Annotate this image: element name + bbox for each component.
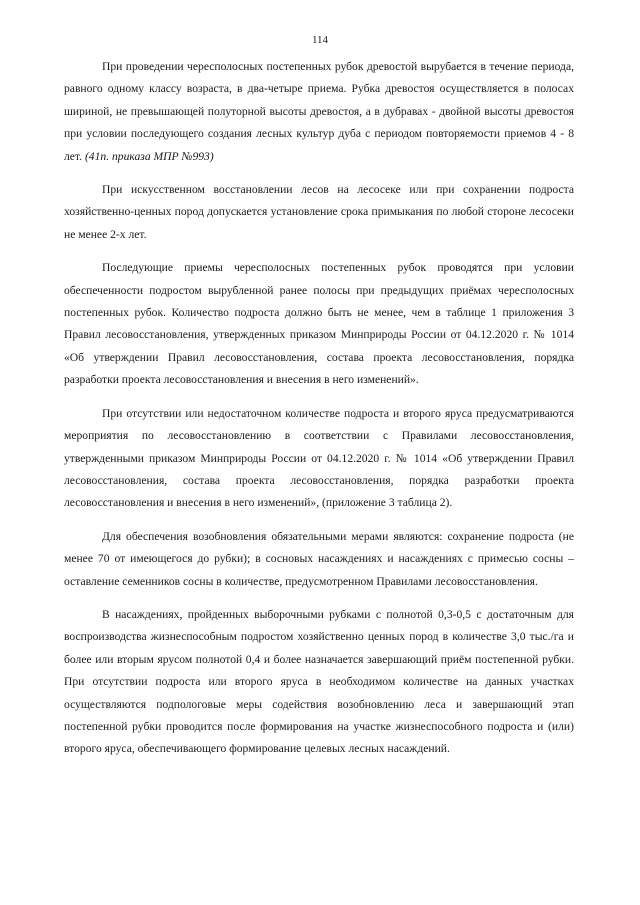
legal-reference: (41п. приказа МПР №993)	[84, 149, 214, 163]
paragraph-text: При проведении чересполосных постепенных рубок древостой вырубается в течение периода, равного одному классу возраста, в два-четыре приема. Рубка древостоя осуществляется в полосах шириной, не превышающей полуторной высоты древостоя, а в дубравах - двойной высоты древостоя при условии последующего создания лесных культур дуба с периодом повторяемости приемов 4 - 8 лет.	[64, 60, 574, 163]
page-number: 114	[311, 34, 329, 46]
paragraph-selective-felling: В насаждениях, пройденных выборочными рубками с полнотой 0,3-0,5 с достаточным для воспроизводства жизнеспособным подростом хозяйственно ценных пород в количестве 3,0 тыс./га и более или вторым ярусом полнотой 0,4 и более назначается завершающий приём постепенной рубки. При отсутствии подроста или второго яруса в необходимом количестве на данных участках осуществляются подпологовые меры содействия возобновлению леса и завершающий этап постепенной рубки проводится после формирования на участке жизнеспособного подроста и (или) второго яруса, обеспечивающего формирование целевых лесных насаждений.	[64, 607, 574, 756]
paragraph-reforestation-measures: При отсутствии или недостаточном количестве подроста и второго яруса предусматриваются мероприятия по лесовосстановлению в соответствии с Правилами лесовосстановления, утвержденными приказом Минприроды России от 04.12.2020 г. № 1014 «Об утверждении Правил лесовосстановления, состава проекта лесовосстановления, порядка разработки проекта лесовосстановления и внесения в него изменений», (приложение 3 таблица 2).	[64, 406, 574, 510]
paragraph-mandatory-measures: Для обеспечения возобновления обязательными мерами являются: сохранение подроста (не менее 70 от имеющегося до рубки); в сосновых насаждениях и насаждениях с примесью сосны – оставление семенников сосны в количестве, предусмотренном Правилами лесовосстановления.	[64, 529, 574, 588]
document-body	[64, 56, 574, 772]
paragraph-subsequent-stages: Последующие приемы чересполосных постепенных рубок проводятся при условии обеспеченности подростом вырубленной ранее полосы при предыдущих приёмах чересполосных постепенных рубок. Количество подроста должно быть не менее, чем в таблице 1 приложения 3 Правил лесовосстановления, утвержденных приказом Минприроды России от 04.12.2020 г. № 1014 «Об утверждении Правил лесовосстановления, состава проекта лесовосстановления, порядка разработки проекта лесовосстановления и внесения в него изменений».	[64, 261, 574, 387]
paragraph-felling-strips	[64, 56, 574, 168]
paragraph-artificial-restoration: При искусственном восстановлении лесов на лесосеке или при сохранении подроста хозяйственно-ценных пород допускается установление срока примыкания по любой стороне лесосеки не менее 2-х лет.	[64, 183, 574, 241]
